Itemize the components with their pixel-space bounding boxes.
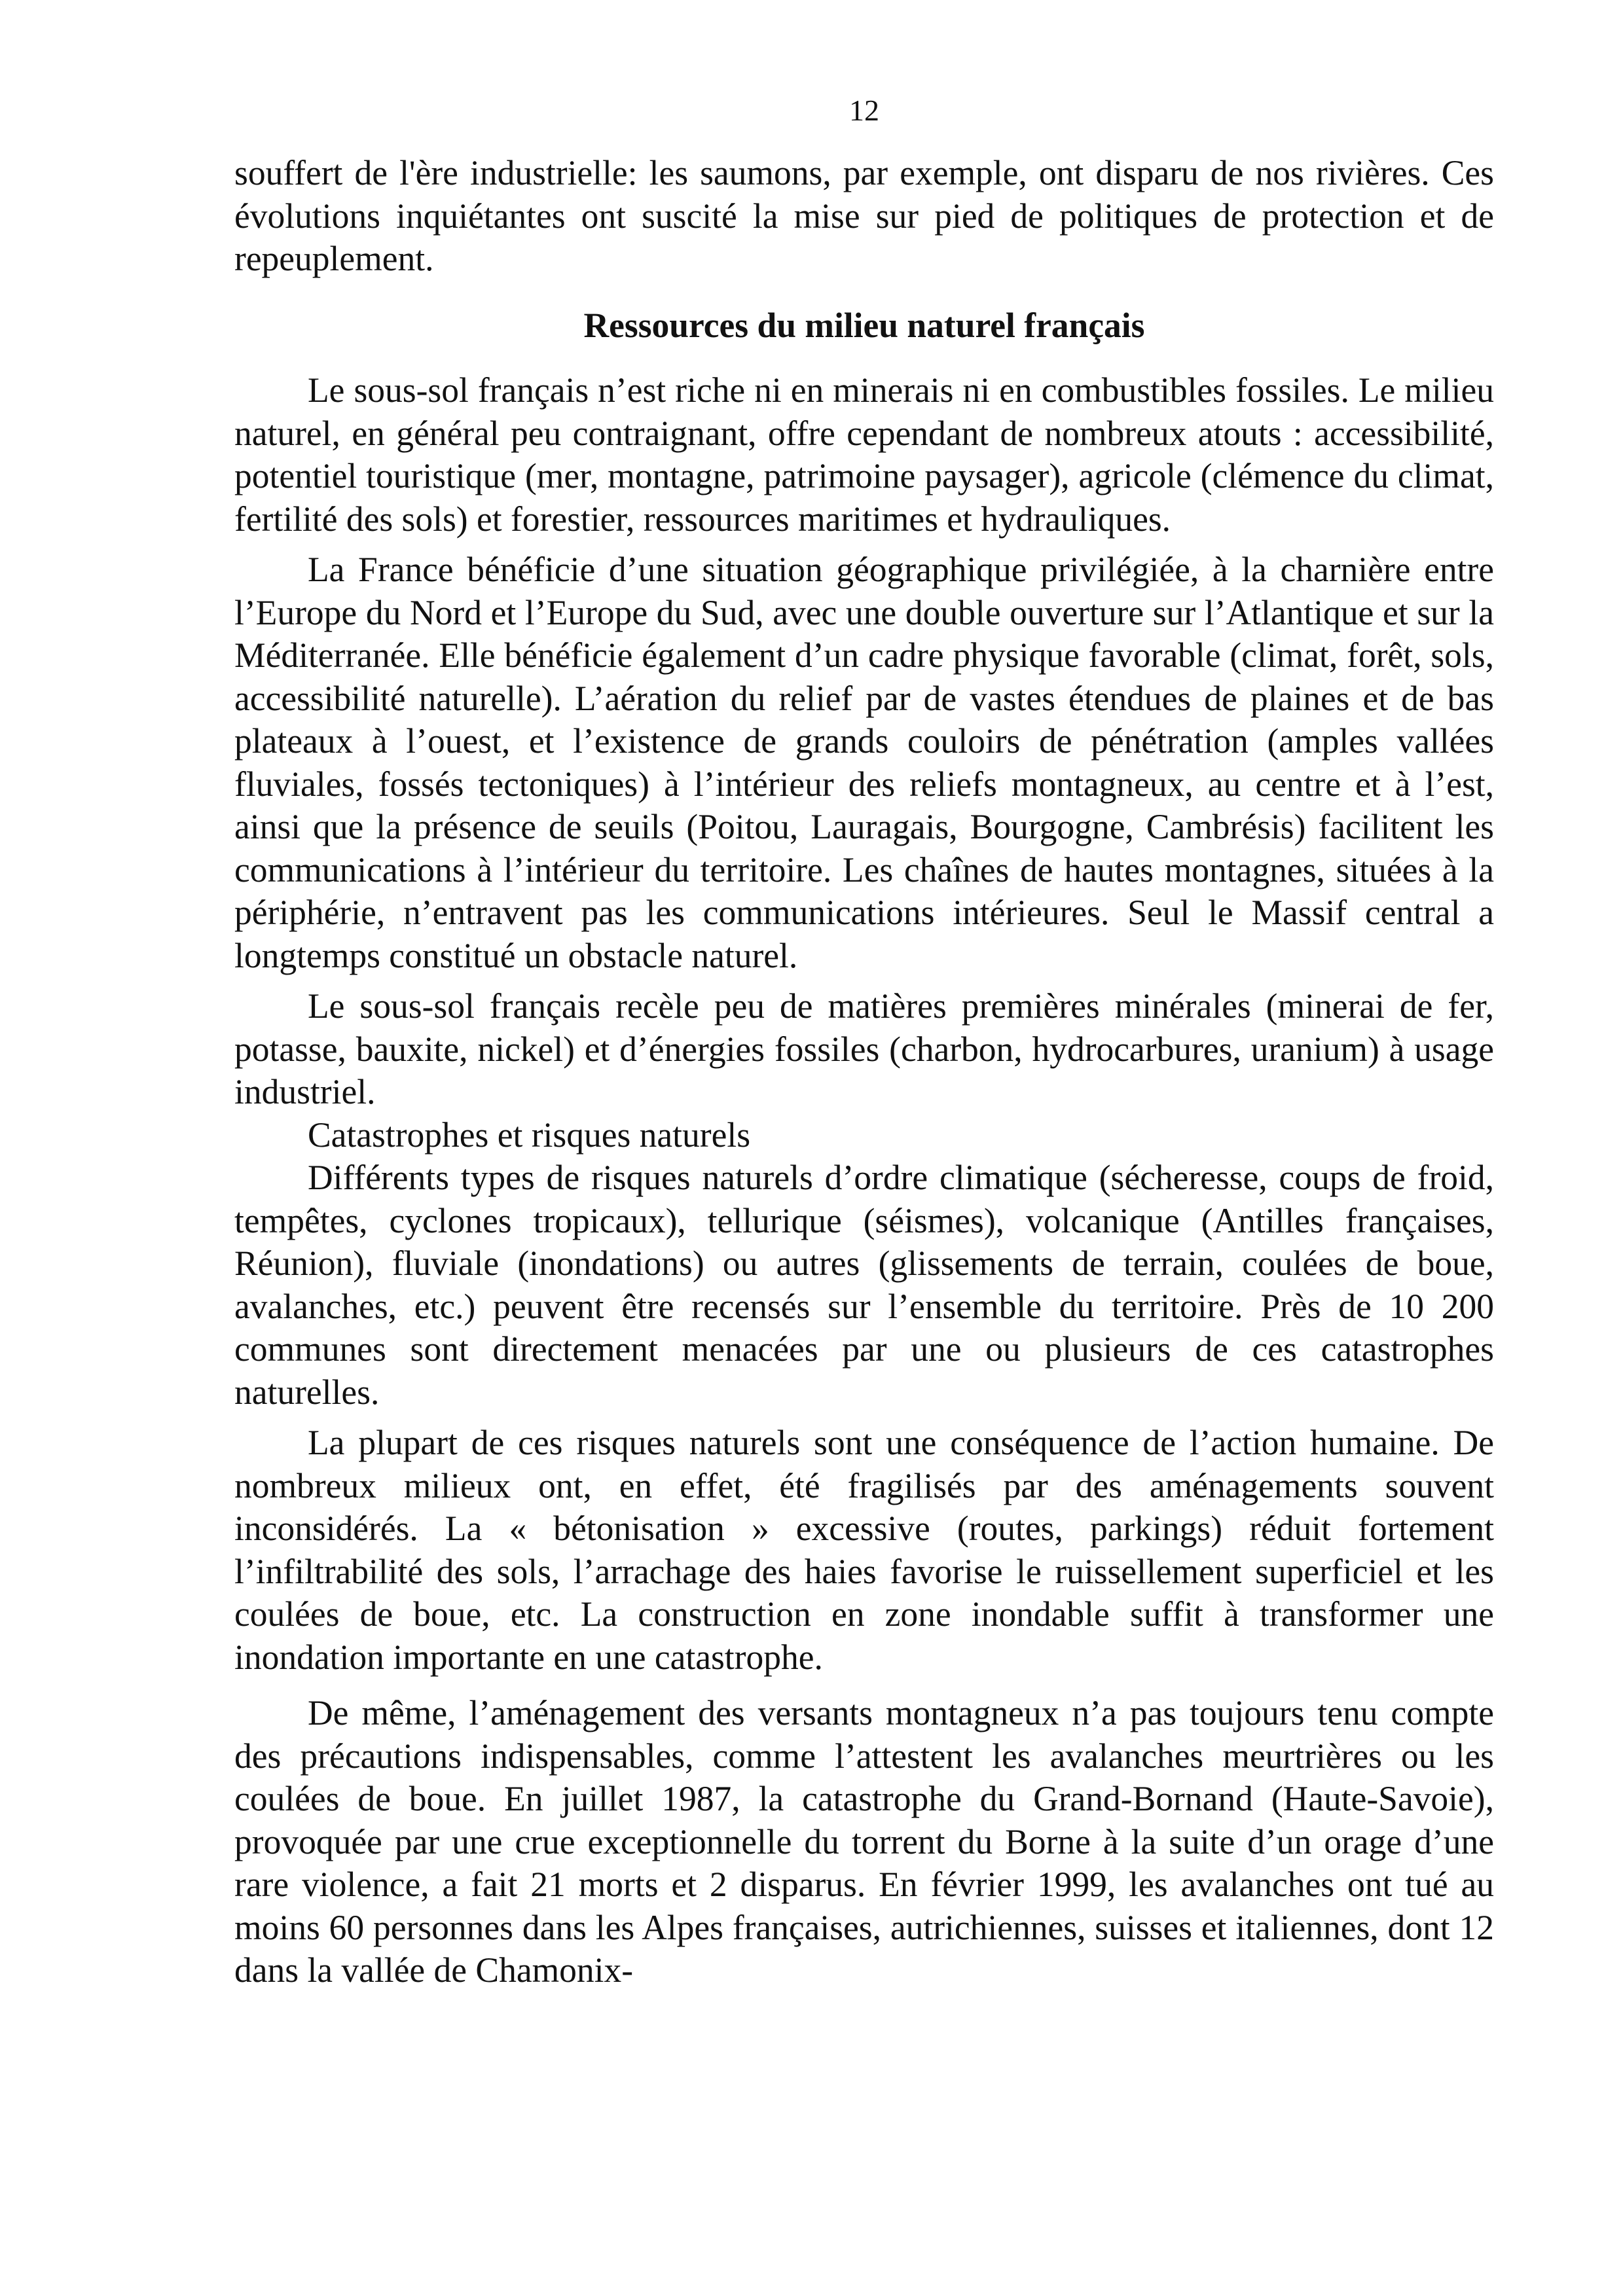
intro-paragraph: souffert de l'ère industrielle: les saumons, par exemple, ont disparu de nos rivières. Ces évolutions inquiétantes ont suscité la mise sur pied de politiques de protection et de repeuplement. [234, 153, 1494, 278]
section-heading: Ressources du milieu naturel français [583, 305, 1145, 345]
paragraph-subsoil: Le sous-sol français recèle peu de matières premières minérales (minerai de fer, potasse, bauxite, nickel) et d’énergies fossiles (charbon, hydrocarbures, uranium) à usage industriel. [234, 986, 1494, 1111]
paragraph-resources: Le sous-sol français n’est riche ni en minerais ni en combustibles fossiles. Le milieu naturel, en général peu contraignant, offre cependant de nombreux atouts : accessibilité, potentiel touristique (mer, montagne, patrimoine paysager), agricole (clémence du climat, fertilité des sols) et forestier, ressources maritimes et hydrauliques. [234, 370, 1494, 539]
document-body [234, 152, 1494, 1992]
paragraph-human-action: La plupart de ces risques naturels sont une conséquence de l’action humaine. De nombreux milieux ont, en effet, été fragilisés par des aménagements souvent inconsidérés. La « bétonisation » excessive (routes, parkings) réduit fortement l’infiltrabilité des sols, l’arrachage des haies favorise le ruissellement superficiel et les coulées de boue, etc. La construction en zone inondable suffit à transformer une inondation importante en une catastrophe. [234, 1423, 1494, 1677]
paragraph-geography: La France bénéficie d’une situation géographique privilégiée, à la charnière entre l’Europe du Nord et l’Europe du Sud, avec une double ouverture sur l’Atlantique et sur la Méditerranée. Elle bénéficie également d’un cadre physique favorable (climat, forêt, sols, accessibilité naturelle). L’aération du relief par de vastes étendues de plaines et de bas plateaux à l’ouest, et l’existence de grands couloirs de pénétration (amples vallées fluviales, fossés tectoniques) à l’intérieur des reliefs montagneux, au centre et à l’est, ainsi que la présence de seuils (Poitou, Lauragais, Bourgogne, Cambrésis) facilitent les communications à l’intérieur du territoire. Les chaînes de hautes montagnes, situées à la périphérie, n’entravent pas les communications intérieures. Seul le Massif central a longtemps constitué un obstacle naturel. [234, 550, 1494, 975]
paragraph-mountain-slopes: De même, l’aménagement des versants montagneux n’a pas toujours tenu compte des précautions indispensables, comme l’attestent les avalanches meurtrières ou les coulées de boue. En juillet 1987, la catastrophe du Grand-Bornand (Haute-Savoie), provoquée par une crue exceptionnelle du torrent du Borne à la suite d’un orage d’une rare violence, a fait 21 morts et 2 disparus. En février 1999, les avalanches ont tué au moins 60 personnes dans les Alpes françaises, autrichiennes, suisses et italiennes, dont 12 dans la vallée de Chamonix- [234, 1693, 1494, 1990]
paragraph-natural-risks: Différents types de risques naturels d’ordre climatique (sécheresse, coups de froid, tempêtes, cyclones tropicaux), tellurique (séismes), volcanique (Antilles françaises, Réunion), fluviale (inondations) ou autres (glissements de terrain, coulées de boue, avalanches, etc.) peuvent être recensés sur l’ensemble du territoire. Près de 10 200 communes sont directement menacées par une ou plusieurs de ces catastrophes naturelles. [234, 1158, 1494, 1412]
page-number: 12 [849, 94, 879, 127]
paragraph-risks-title: Catastrophes et risques naturels [308, 1115, 751, 1155]
